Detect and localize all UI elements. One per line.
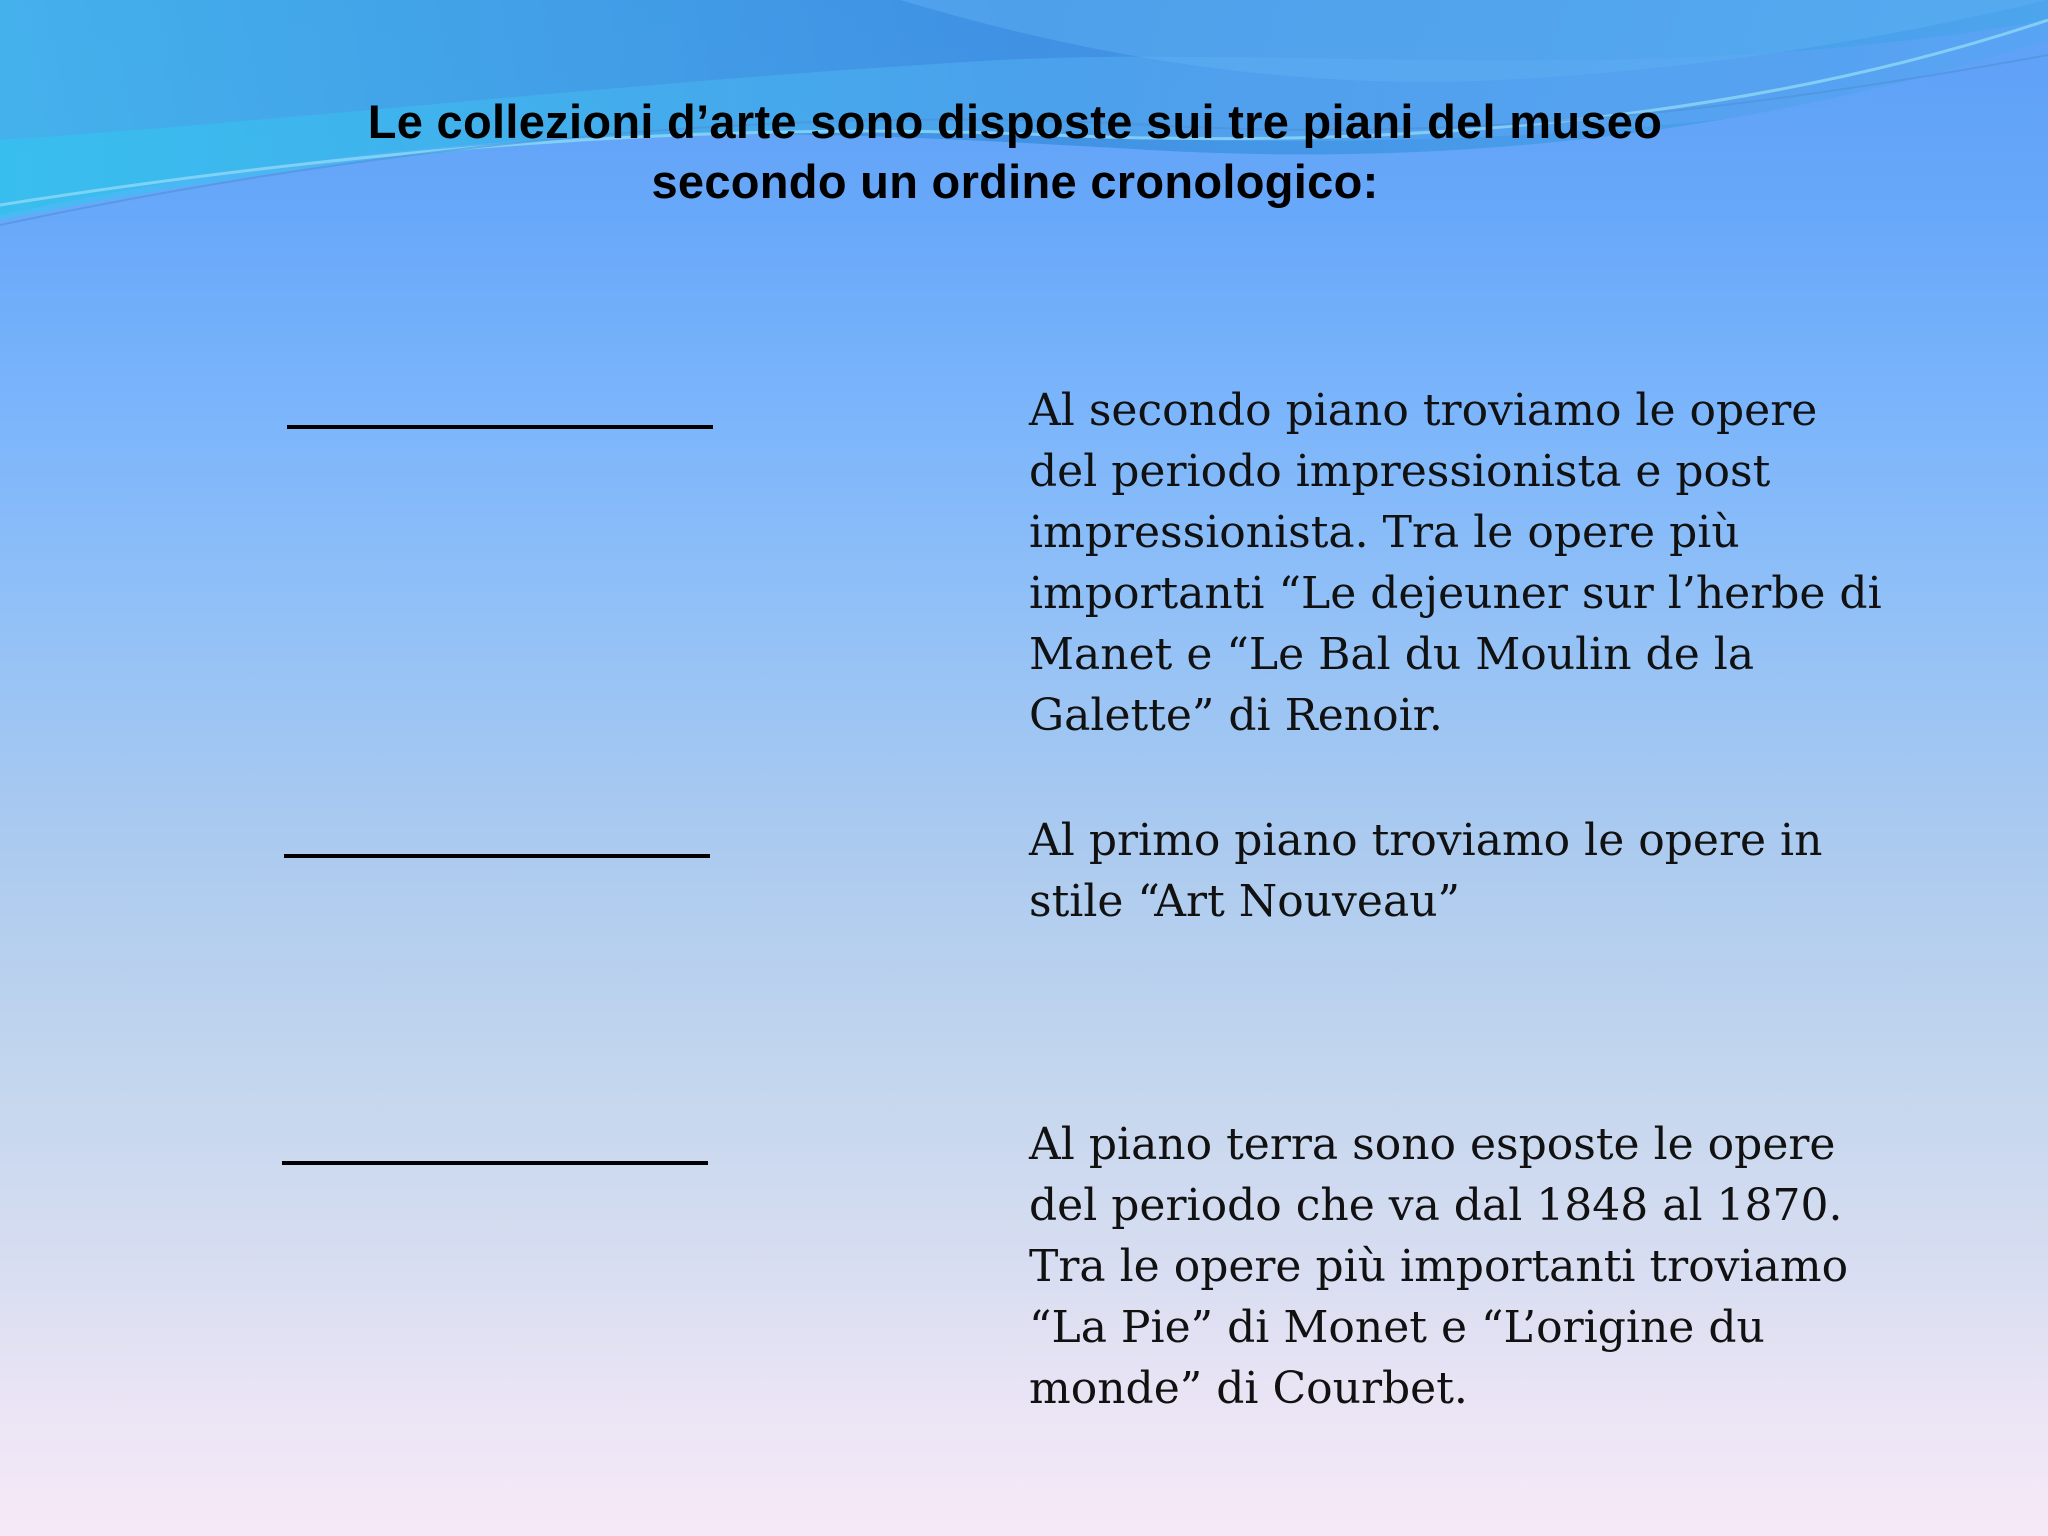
title-line-2: secondo un ordine cronologico: [651,155,1379,208]
floor-description-second: Al secondo piano troviamo le opere del periodo impressionista e post impressionista. Tra le opere più importanti “Le dejeuner sur l’herbe di Manet e “Le Bal du Moulin de la Galette” di Renoir. [1029,385,1882,741]
slide-title [150,92,1880,212]
answer-blank-1[interactable] [287,425,713,429]
floor-description-ground: Al piano terra sono esposte le opere del periodo che va dal 1848 al 1870. Tra le opere più importanti troviamo “La Pie” di Monet e “L’origine du monde” di Courbet. [1029,1119,1849,1414]
floor-description-first: Al primo piano troviamo le opere in stile “Art Nouveau” [1029,815,1823,927]
answer-blank-2[interactable] [284,854,710,858]
answer-blank-3[interactable] [282,1161,708,1165]
title-line-1: Le collezioni d’arte sono disposte sui tre piani del museo [367,95,1663,148]
